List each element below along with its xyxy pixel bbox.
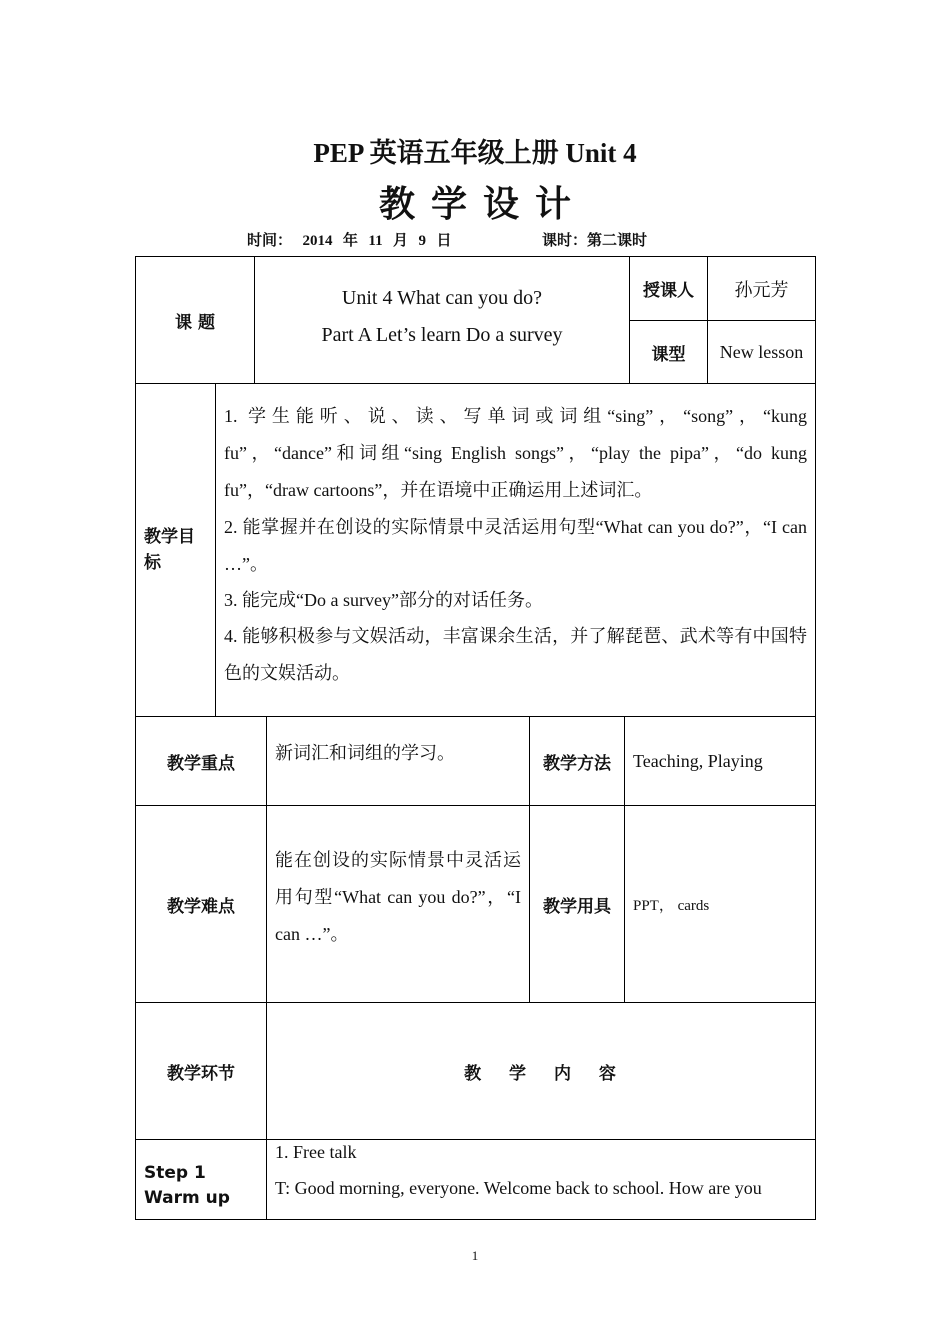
step-1-title: Warm up [144, 1188, 230, 1208]
goal-item-3: 3. 能完成“Do a survey”部分的对话任务。 [224, 590, 543, 610]
document-subtitle: 教学设计 [378, 184, 587, 225]
table-divider [215, 383, 216, 716]
date-day-unit: 日 [436, 231, 452, 249]
method-label: 教学方法 [543, 753, 611, 774]
page-number: 1 [471, 1248, 479, 1263]
process-label: 教学环节 [167, 1063, 235, 1084]
goals-list [224, 398, 807, 692]
period-label: 课时：第二课时 [542, 231, 648, 249]
step-1-label [144, 1161, 262, 1211]
difficulty-value: 能在创设的实际情景中灵活运用句型“What can you do?”，“I can …”。 [275, 850, 521, 944]
date-day: 9 [418, 233, 426, 249]
content-label: 教 学 内 容 [464, 1063, 618, 1084]
step-1-content [275, 1134, 810, 1206]
table-border [815, 256, 816, 1220]
goal-item-2: 2. 能掌握并在创设的实际情景中灵活运用句型“What can you do?”，“I can …”。 [224, 517, 807, 574]
date-line [247, 229, 451, 250]
table-divider [135, 383, 816, 384]
teacher-label: 授课人 [643, 281, 694, 301]
topic-line-2: Part A Let’s learn Do a survey [321, 324, 563, 346]
method-value: Teaching, Playing [633, 750, 763, 771]
date-label: 时间： [247, 231, 293, 249]
date-year: 2014 [302, 233, 333, 249]
topic-value [255, 280, 629, 354]
document-title: PEP 英语五年级上册 Unit 4 [313, 138, 637, 168]
key-points-label: 教学重点 [167, 753, 235, 774]
date-month: 11 [368, 233, 383, 249]
key-points-value: 新词汇和词组的学习。 [275, 743, 455, 763]
step-1-text: T: Good morning, everyone. Welcome back to school. How are you [275, 1178, 762, 1198]
topic-label: 课 题 [175, 312, 215, 333]
step-1-number: Step 1 [144, 1163, 206, 1183]
table-divider [266, 716, 267, 1220]
table-border [135, 1219, 816, 1220]
tools-value: PPT， cards [633, 897, 710, 914]
goal-item-4: 4. 能够积极参与文娱活动，丰富课余生活，并了解琵琶、武术等有中国特色的文娱活动。 [224, 626, 807, 683]
step-1-item: 1. Free talk [275, 1142, 357, 1162]
teacher-value: 孙元芳 [734, 279, 789, 301]
date-year-unit: 年 [342, 231, 358, 249]
topic-line-1: Unit 4 What can you do? [341, 287, 543, 309]
date-month-unit: 月 [393, 231, 409, 249]
tools-label: 教学用具 [543, 896, 611, 917]
difficulty-label: 教学难点 [167, 896, 235, 917]
type-value: New lesson [719, 341, 804, 362]
table-divider [624, 716, 625, 1002]
goals-label: 教学目标 [144, 527, 195, 573]
goal-item-1: 1. 学生能听、说、读、写单词或词组“sing”，“song”，“kung fu”，“dance”和词组“sing English songs”，“play the pipa”，“do kung fu”，“draw cartoons”，并在语境中正确运用上述词汇。 [224, 406, 807, 500]
type-label: 课型 [651, 344, 686, 365]
